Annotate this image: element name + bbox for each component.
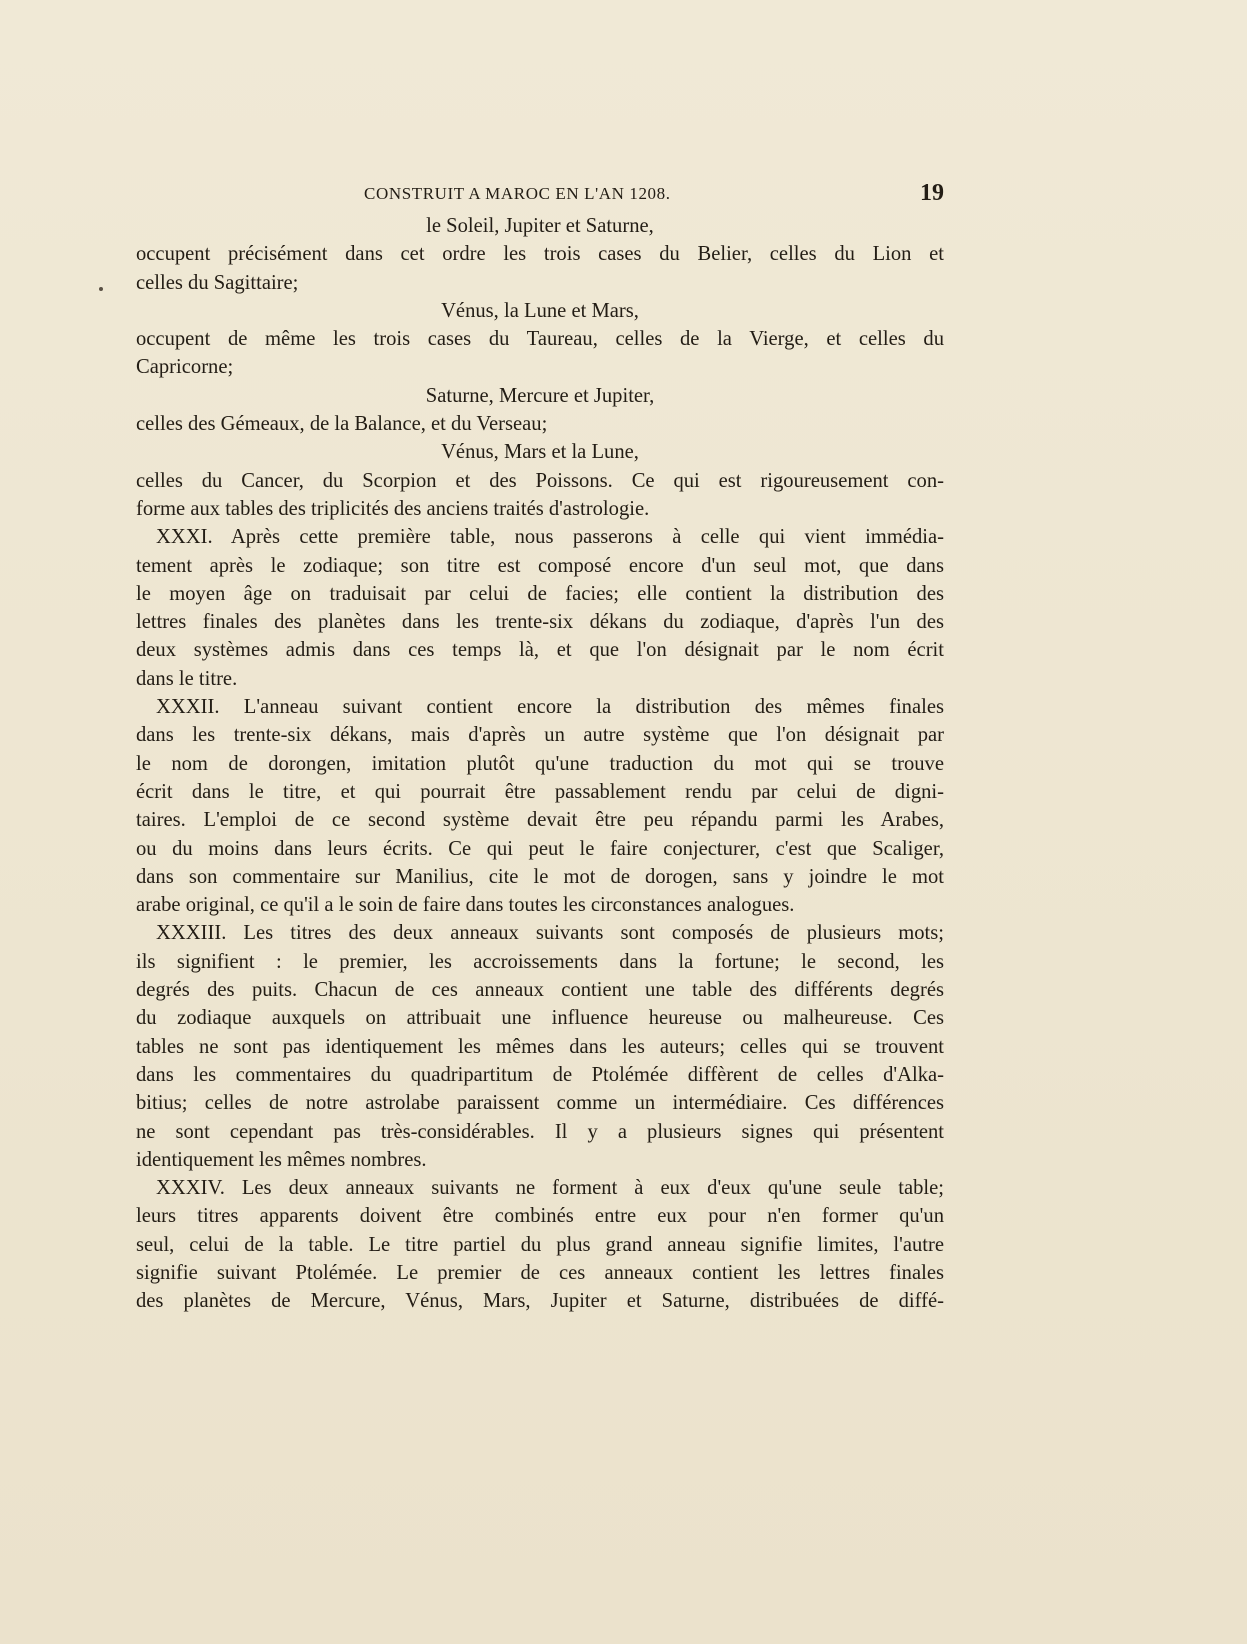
text-line: Saturne, Mercure et Jupiter, bbox=[425, 384, 655, 407]
text-line: celles des Gémeaux, de la Balance, et du Verseau; bbox=[136, 413, 548, 436]
text-line: ou du moins dans leurs écrits. Ce qui peut le faire conjecturer, c'est que Scaliger, bbox=[136, 837, 944, 860]
text-line: du zodiaque auxquels on attribuait une influence heureuse ou malheureuse. Ces bbox=[136, 1007, 944, 1030]
text-line: ne sont cependant pas très-considérables. Il y a plusieurs signes qui présentent bbox=[136, 1120, 944, 1143]
text-line: dans son commentaire sur Manilius, cite le mot de dorogen, sans y joindre le mot bbox=[136, 865, 944, 888]
text-line: des planètes de Mercure, Vénus, Mars, Jupiter et Saturne, distribuées de diffé- bbox=[136, 1290, 944, 1313]
text-line: écrit dans le titre, et qui pourrait être passablement rendu par celui de digni- bbox=[136, 780, 944, 803]
text-line: degrés des puits. Chacun de ces anneaux contient une table des différents degrés bbox=[136, 979, 944, 1002]
text-line: le Soleil, Jupiter et Saturne, bbox=[426, 215, 654, 237]
text-line: occupent de même les trois cases du Taureau, celles de la Vierge, et celles du bbox=[136, 328, 944, 351]
text-line: dans les trente-six dékans, mais d'après un autre système que l'on désignait par bbox=[136, 724, 944, 747]
text-line: Capricorne; bbox=[136, 356, 234, 379]
text-line: XXXII. L'anneau suivant contient encore la distribution des mêmes finales bbox=[156, 696, 944, 719]
text-line: lettres finales des planètes dans les trente-six dékans du zodiaque, d'après l'un des bbox=[136, 611, 944, 634]
text-line: XXXIV. Les deux anneaux suivants ne forment à eux d'eux qu'une seule table; bbox=[156, 1177, 944, 1200]
text-line: ils signifient : le premier, les accroissements dans la fortune; le second, les bbox=[136, 950, 944, 973]
margin-mark bbox=[99, 287, 103, 291]
text-line: occupent précisément dans cet ordre les trois cases du Belier, celles du Lion et bbox=[136, 243, 944, 266]
text-line: taires. L'emploi de ce second système devait être peu répandu parmi les Arabes, bbox=[136, 809, 944, 832]
text-line: dans le titre. bbox=[136, 667, 238, 690]
text-line: XXXIII. Les titres des deux anneaux suivants sont composés de plusieurs mots; bbox=[156, 922, 944, 945]
text-line: arabe original, ce qu'il a le soin de faire dans toutes les circonstances analogues. bbox=[136, 894, 795, 917]
page-number: 19 bbox=[920, 180, 944, 206]
text-line: dans les commentaires du quadripartitum de Ptolémée diffèrent de celles d'Alka- bbox=[136, 1063, 944, 1086]
running-title: CONSTRUIT A MAROC EN L'AN 1208. bbox=[364, 184, 671, 203]
text-line: le nom de dorongen, imitation plutôt qu'une traduction du mot qui se trouve bbox=[136, 752, 944, 775]
text-line: tement après le zodiaque; son titre est composé encore d'un seul mot, que dans bbox=[136, 554, 944, 577]
text-line: bitius; celles de notre astrolabe paraissent comme un intermédiaire. Ces différences bbox=[136, 1092, 944, 1115]
text-line: Vénus, Mars et la Lune, bbox=[441, 441, 639, 464]
text-line: seul, celui de la table. Le titre partiel du plus grand anneau signifie limites, l'autre bbox=[136, 1233, 944, 1256]
text-line: forme aux tables des triplicités des anciens traités d'astrologie. bbox=[136, 497, 650, 520]
text-line: identiquement les mêmes nombres. bbox=[136, 1148, 427, 1171]
text-line: le moyen âge on traduisait par celui de facies; elle contient la distribution des bbox=[136, 582, 944, 605]
page-header bbox=[136, 180, 944, 210]
text-line: celles du Cancer, du Scorpion et des Poissons. Ce qui est rigoureusement con- bbox=[136, 469, 944, 492]
text-line: Vénus, la Lune et Mars, bbox=[441, 299, 639, 322]
text-line: leurs titres apparents doivent être combinés entre eux pour n'en former qu'un bbox=[136, 1205, 944, 1228]
text-line: XXXI. Après cette première table, nous passerons à celle qui vient immédia- bbox=[156, 526, 944, 549]
text-line: signifie suivant Ptolémée. Le premier de ces anneaux contient les lettres finales bbox=[136, 1261, 944, 1284]
text-line: tables ne sont pas identiquement les mêmes dans les auteurs; celles qui se trouvent bbox=[136, 1035, 944, 1058]
body-text bbox=[136, 212, 944, 1316]
text-line: deux systèmes admis dans ces temps là, et que l'on désignait par le nom écrit bbox=[136, 639, 944, 662]
text-line: celles du Sagittaire; bbox=[136, 271, 299, 294]
